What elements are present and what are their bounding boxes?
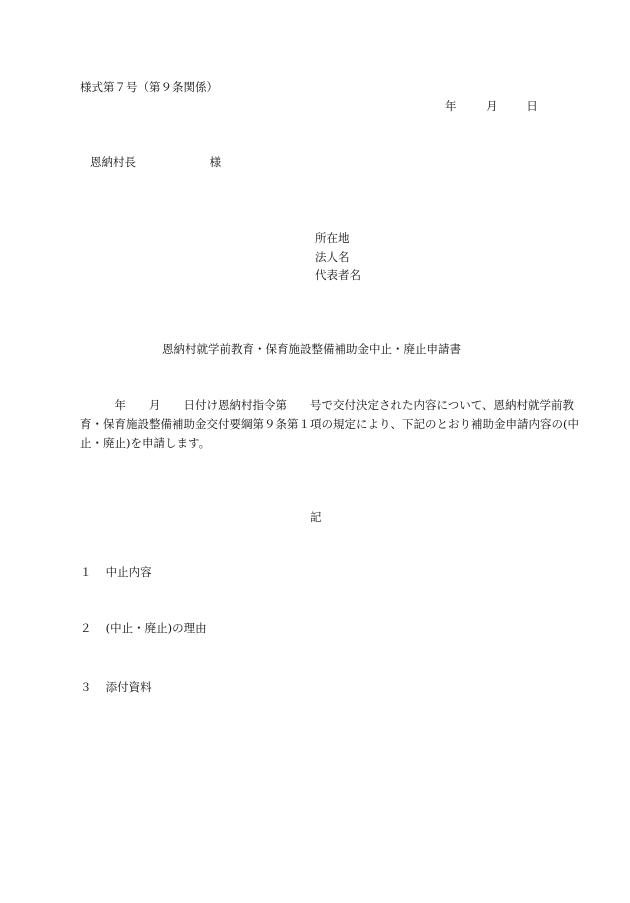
corporation-label: 法人名 [315, 249, 350, 264]
date-line [445, 99, 538, 114]
date-day: 日 [526, 99, 538, 113]
addressee [90, 155, 221, 170]
addressee-honorific: 様 [209, 155, 222, 169]
ki-heading: 記 [310, 510, 322, 524]
date-year: 年 [445, 99, 457, 113]
document-title: 恩納村就学前教育・保育施設整備補助金中止・廃止申請書 [162, 342, 461, 356]
list-item [80, 621, 207, 636]
applicant-block [315, 229, 361, 285]
date-month: 月 [486, 99, 498, 113]
location-label: 所在地 [315, 231, 350, 245]
item-number: １ [80, 565, 92, 579]
addressee-name: 恩納村長 [90, 155, 136, 169]
item-label: (中止・廃止)の理由 [105, 621, 207, 635]
form-number: 様式第７号（第９条関係） [80, 80, 218, 94]
item-number: ２ [80, 621, 92, 635]
representative-label: 代表者名 [315, 268, 361, 282]
list-item [80, 565, 152, 580]
body-paragraph: 年 月 日付け恩納村指令第 号で交付決定された内容について、恩納村就学前教育・保育施設整備補助金交付要綱第９条第１項の規定により、下記のとおり補助金申請内容の(中止・廃止)を申請します。 [80, 398, 579, 450]
item-label: 中止内容 [105, 565, 152, 579]
item-label: 添付資料 [105, 680, 152, 694]
list-item [80, 680, 152, 695]
item-number: ３ [80, 680, 92, 694]
